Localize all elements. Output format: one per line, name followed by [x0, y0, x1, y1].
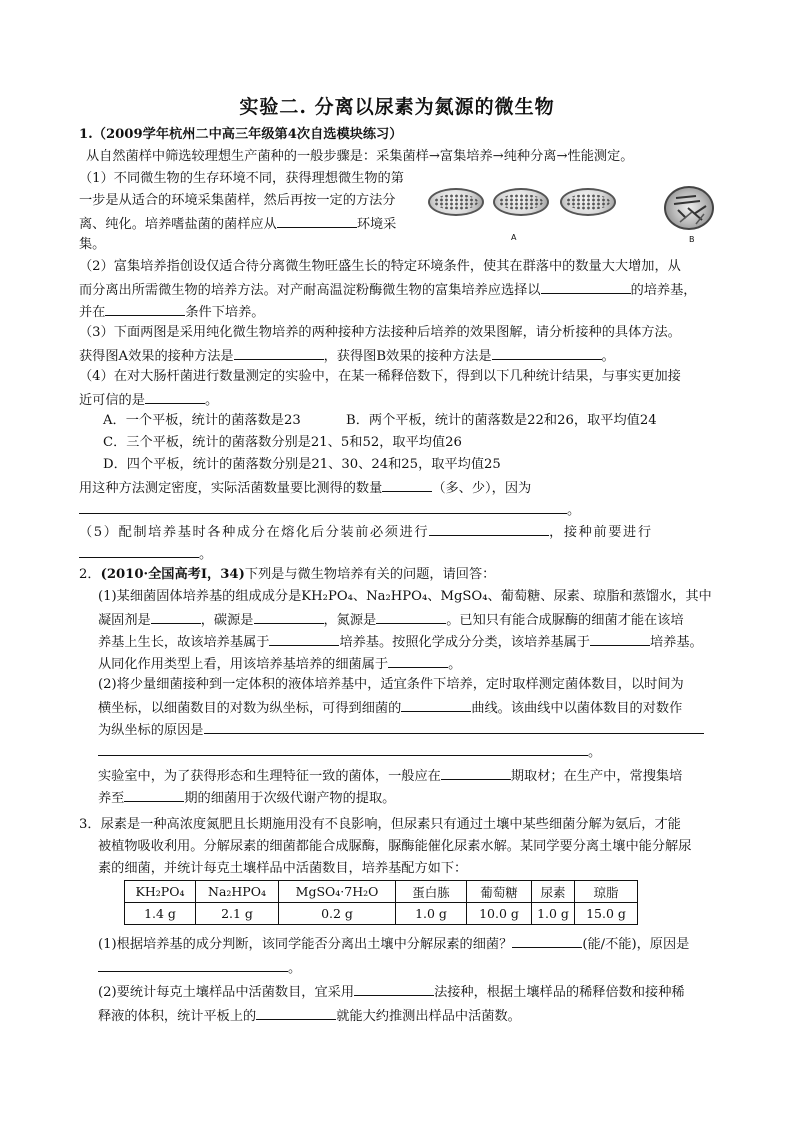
- q1-p3-line1: （3）下面两图是采用纯化微生物培养的两种接种方法接种后培养的效果图解，请分析接种的具体方法。: [79, 325, 681, 340]
- table-cell: 1.0 g: [532, 903, 575, 925]
- q2-s2-line4: [98, 741, 601, 763]
- q2-text: 凝固剂是: [98, 613, 151, 628]
- q2-text: 期取材；在生产中，常搜集培: [510, 769, 683, 784]
- q2-number: 2．: [79, 567, 101, 582]
- q2-header-text: 下列是与微生物培养有关的问题，请回答：: [244, 567, 496, 582]
- q1-p4-text: 近可信的是: [79, 393, 145, 408]
- q2-text: 养至: [98, 791, 125, 806]
- q1-p5-text: （5）配制培养基时各种成分在熔化后分装前必须进行: [79, 525, 430, 540]
- q2-s1-line1: (1)某细菌固体培养基的组成成分是KH₂PO₄、Na₂HPO₄、MgSO₄、葡萄糖、尿素、琼脂和蒸馏水，其中: [98, 589, 712, 604]
- q1-header: 1.（2009学年杭州二中高三年级第4次自选模块练习）: [79, 127, 403, 142]
- q1-option-c: C．三个平板，统计的菌落数分别是21、5和52，取平均值26: [103, 435, 462, 450]
- q2-blank-log-reason-cont[interactable]: [98, 741, 588, 756]
- q2-text: 养基上生长，故该培养基属于: [98, 635, 270, 650]
- table-cell: 15.0 g: [575, 903, 638, 925]
- table-cell: 0.2 g: [279, 903, 396, 925]
- q2-header: [79, 565, 495, 585]
- q1-p4-text: 用这种方法测定密度，实际活菌数量要比测得的数量: [79, 481, 383, 496]
- q3-text: 尿素是一种高浓度氮肥且长期施用没有不良影响，但尿素只有通过土壤中某些细菌分解为氨后，才能: [100, 817, 681, 832]
- q2-text: 期的细菌用于次级代谢产物的提取。: [184, 791, 396, 806]
- q2-text: ，碳源是: [200, 613, 254, 628]
- table-cell: 1.4 g: [125, 903, 196, 925]
- q2-s1-line2: [98, 609, 684, 631]
- q1-p5-text-mid: ，接种前要进行: [549, 525, 653, 540]
- q1-p1-text: 离、纯化。培养嗜盐菌的菌样应从: [79, 217, 277, 232]
- q3-text: 释液的体积，统计平板上的: [98, 1009, 257, 1024]
- q2-text: 横坐标，以细菌数目的对数为纵坐标，可得到细菌的: [98, 701, 402, 716]
- table-row: [125, 903, 638, 925]
- table-cell: 1.0 g: [396, 903, 467, 925]
- q1-p5-line2: [79, 543, 212, 565]
- q2-text: 培养基。: [650, 635, 703, 650]
- q3-text: (能/不能)，原因是: [582, 937, 690, 952]
- figure-a-label: A: [511, 233, 517, 242]
- q2-source: (2010·全国高考Ⅰ，34): [100, 567, 245, 582]
- q3-blank-method[interactable]: [354, 981, 434, 996]
- q3-blank-count[interactable]: [256, 1005, 336, 1020]
- q3-s1-line1: [98, 933, 689, 955]
- petri-dish-image: [560, 188, 616, 216]
- q1-p5-end: 。: [199, 547, 213, 562]
- q1-option-a: A．一个平板，统计的菌落数是23: [103, 413, 301, 428]
- q2-blank-assimilation[interactable]: [388, 653, 448, 668]
- q1-blank-medium[interactable]: [541, 279, 631, 294]
- q1-option-b: B．两个平板，统计的菌落数是22和26，取平均值24: [346, 413, 657, 428]
- q1-p2-text-end: 的培养基，: [630, 283, 697, 298]
- q2-blank-medium-function[interactable]: [269, 631, 339, 646]
- q1-p2-line3: [79, 301, 265, 323]
- q1-p4-text-end: （多、少），因为: [432, 481, 532, 496]
- q2-s2-line6: [98, 787, 395, 809]
- q1-p2-text-end: 条件下培养。: [185, 305, 265, 320]
- q2-text: 曲线。该曲线中以菌体数目的对数作: [471, 701, 683, 716]
- q3-s1-line2: [98, 957, 301, 979]
- q3-text: (2)要统计每克土壤样品中活菌数目，宜采用: [98, 985, 355, 1000]
- q2-blank-phase-lab[interactable]: [441, 765, 511, 780]
- q2-text: 培养基。按照化学成分分类，该培养基属于: [339, 635, 590, 650]
- q3-blank-reason[interactable]: [98, 957, 288, 972]
- q1-p2-line1: （2）富集培养指创设仅适合待分离微生物旺盛生长的特定环境条件，使其在群落中的数量大大增加，从: [79, 259, 681, 274]
- q1-p2-line2: [79, 279, 697, 301]
- q1-blank-reason[interactable]: [79, 499, 567, 514]
- q1-intro: 从自然菌样中筛选较理想生产菌种的一般步骤是：采集菌样→富集培养→纯种分离→性能测定。: [86, 149, 634, 164]
- table-cell: 10.0 g: [467, 903, 532, 925]
- q2-s2-line5: [98, 765, 682, 787]
- document-title: 实验二. 分离以尿素为氮源的微生物: [239, 96, 555, 118]
- q2-text: ，氮源是: [323, 613, 377, 628]
- q1-blank-pre-inoculation[interactable]: [79, 543, 199, 558]
- q2-blank-phase-production[interactable]: [124, 787, 184, 802]
- q1-blank-method-a[interactable]: [234, 345, 324, 360]
- q2-text: 。已知只有能合成脲酶的细菌才能在该培: [446, 613, 684, 628]
- q2-s1-line3: [98, 631, 703, 653]
- q3-text: 。: [288, 961, 302, 976]
- q1-p2-text: 并在: [79, 305, 106, 320]
- q2-text: 。: [448, 657, 462, 672]
- petri-dish-streak-image: [664, 186, 714, 230]
- q3-number: 3．: [79, 817, 101, 832]
- q2-text: 实验室中，为了获得形态和生理特征一致的菌体，一般应在: [98, 769, 441, 784]
- q1-p4-line4: [79, 499, 580, 521]
- q1-p1-line2: 一步是从适合的环境采集菌样，然后再按一定的方法分: [79, 193, 396, 208]
- petri-dish-image: [428, 188, 484, 216]
- table-header-cell: Na₂HPO₄: [196, 881, 279, 903]
- table-header-cell: KH₂PO₄: [125, 881, 196, 903]
- q3-s2-line2: [98, 1005, 521, 1027]
- q1-option-d: D．四个平板，统计的菌落数分别是21、30、24和25，取平均值25: [103, 457, 501, 472]
- q2-blank-solidifier[interactable]: [151, 609, 201, 624]
- table-cell: 2.1 g: [196, 903, 279, 925]
- q2-text: 。: [588, 745, 602, 760]
- q3-line1: [79, 815, 681, 835]
- q3-line2: 被植物吸收利用。分解尿素的细菌都能合成脲酶，脲酶能催化尿素水解。某同学要分离土壤中能分解尿: [98, 839, 692, 854]
- q3-text: 法接种，根据土壤样品的稀释倍数和接种稀: [434, 985, 685, 1000]
- q3-line3: 素的细菌，并统计每克土壤样品中活菌数目，培养基配方如下：: [98, 861, 468, 876]
- q3-blank-can-cannot[interactable]: [512, 933, 582, 948]
- q1-p4-line2: [79, 389, 218, 411]
- figure-b-label: B: [689, 235, 695, 244]
- q1-p1-text-end: 环境采: [356, 217, 397, 232]
- q2-s2-line1: (2)将少量细菌接种到一定体积的液体培养基中，适宜条件下培养，定时取样测定菌体数目，以时间为: [98, 677, 684, 692]
- q1-blank-choice[interactable]: [145, 389, 205, 404]
- q2-blank-log-reason[interactable]: [204, 719, 704, 734]
- q3-text: (1)根据培养基的成分判断，该同学能否分离出土壤中分解尿素的细菌？: [98, 937, 513, 952]
- table-header-cell: MgSO₄·7H₂O: [279, 881, 396, 903]
- q1-p5-line1: [79, 521, 653, 543]
- q1-p4-line1: （4）在对大肠杆菌进行数量测定的实验中，在某一稀释倍数下，得到以下几种统计结果，与事实更加接: [79, 369, 681, 384]
- table-header-cell: 琼脂: [575, 881, 638, 903]
- q3-s2-line1: [98, 981, 685, 1003]
- table-header-cell: 葡萄糖: [467, 881, 532, 903]
- q1-blank-condition[interactable]: [105, 301, 185, 316]
- q2-s2-line3: [98, 719, 704, 741]
- q1-blank-more-less[interactable]: [382, 477, 432, 492]
- q1-p4-text-end: 。: [204, 393, 219, 408]
- q2-blank-medium-chemical[interactable]: [590, 631, 650, 646]
- q2-blank-carbon[interactable]: [254, 609, 324, 624]
- q1-blank-method-b[interactable]: [492, 345, 602, 360]
- q1-p1-line1: （1）不同微生物的生存环境不同，获得理想微生物的第: [79, 171, 404, 186]
- q2-s1-line4: [98, 653, 461, 675]
- medium-formula-table: [124, 880, 638, 925]
- q1-p3-text-end: 。: [601, 349, 615, 364]
- q1-p1-line3: [79, 213, 396, 235]
- q1-p1-line4: 集。: [79, 237, 106, 252]
- table-header-cell: 蛋白胨: [396, 881, 467, 903]
- q1-blank-salt-env[interactable]: [277, 213, 357, 228]
- q2-text: 为纵坐标的原因是: [98, 723, 204, 738]
- q1-p2-text: 而分离出所需微生物的培养方法。对产耐高温淀粉酶微生物的富集培养应选择以: [79, 283, 541, 298]
- q2-s2-line2: [98, 697, 682, 719]
- q1-p3-text-mid: ，获得图B效果的接种方法是: [323, 349, 492, 364]
- q1-p3-line2: [79, 345, 615, 367]
- table-header-cell: 尿素: [532, 881, 575, 903]
- q1-blank-sterilize[interactable]: [429, 521, 549, 536]
- table-row: [125, 881, 638, 903]
- q1-p3-text: 获得图A效果的接种方法是: [79, 349, 234, 364]
- q1-p4-end: 。: [567, 503, 581, 518]
- q3-text: 就能大约推测出样品中活菌数。: [336, 1009, 521, 1024]
- q2-blank-curve[interactable]: [401, 697, 471, 712]
- q2-text: 从同化作用类型上看，用该培养基培养的细菌属于: [98, 657, 389, 672]
- q1-p4-line3: [79, 477, 531, 499]
- q2-blank-nitrogen[interactable]: [376, 609, 446, 624]
- petri-dish-image: [493, 188, 549, 216]
